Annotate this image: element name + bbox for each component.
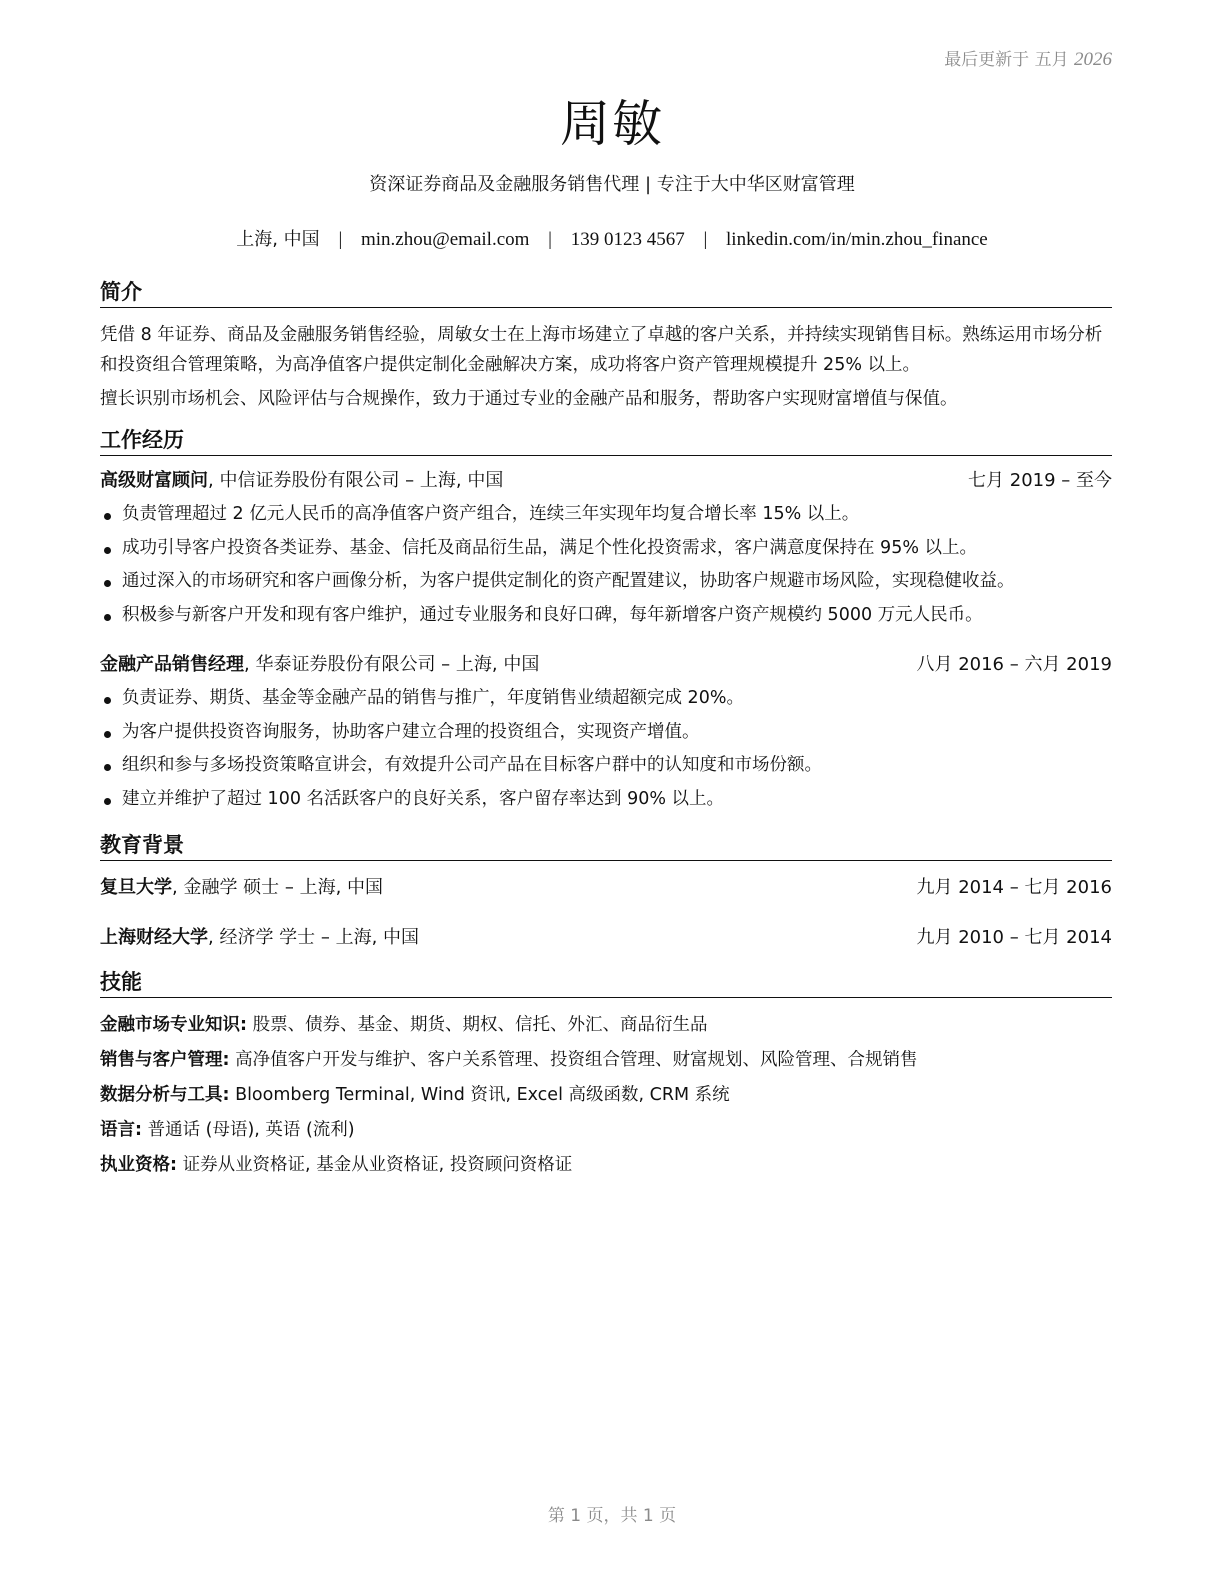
skill-label: 数据分析与工具: <box>100 1085 230 1105</box>
contact-separator: | <box>703 229 708 250</box>
headline: 资深证券商品及金融服务销售代理 | 专注于大中华区财富管理 <box>369 174 855 195</box>
skill-value: 证券从业资格证, 基金从业资格证, 投资顾问资格证 <box>177 1155 573 1175</box>
section-title-experience: 工作经历 <box>100 427 1112 456</box>
job-header <box>100 652 1112 678</box>
degree-detail: , 金融学 硕士 – 上海, 中国 <box>172 877 384 898</box>
skills-section <box>100 969 1112 1183</box>
education-entry <box>100 925 1112 951</box>
contact-separator: | <box>548 229 552 250</box>
job-bullets <box>100 498 1112 632</box>
job-dates: 七月 2019 – 至今 <box>968 470 1112 491</box>
job-bullets <box>100 682 1112 816</box>
job-bullet: 通过深入的市场研究和客户画像分析，为客户提供定制化的资产配置建议，协助客户规避市场风险，实现稳健收益。 <box>100 565 1112 599</box>
skill-row <box>100 1113 1112 1148</box>
summary-paragraph: 凭借 8 年证券、商品及金融服务销售经验，周敏女士在上海市场建立了卓越的客户关系，并持续实现销售目标。熟练运用市场分析和投资组合管理策略，为高净值客户提供定制化金融解决方案，成功将客户资产管理规模提升 25% 以上。 <box>100 325 1103 375</box>
education-section <box>100 832 1112 951</box>
job-role: 金融产品销售经理 <box>100 654 244 675</box>
job-header <box>100 468 1112 494</box>
skill-label: 执业资格: <box>100 1155 177 1175</box>
job-org: , 华泰证券股份有限公司 – 上海, 中国 <box>244 654 540 675</box>
job-bullet: 负责证券、期货、基金等金融产品的销售与推广，年度销售业绩超额完成 20%。 <box>100 682 1112 716</box>
section-title-skills: 技能 <box>100 969 1112 998</box>
last-updated-year: 2026 <box>1074 49 1112 70</box>
section-title-education: 教育背景 <box>100 832 1112 861</box>
degree-detail: , 经济学 学士 – 上海, 中国 <box>208 927 420 948</box>
education-dates: 九月 2014 – 七月 2016 <box>916 877 1112 898</box>
skill-label: 销售与客户管理: <box>100 1050 230 1070</box>
contact-phone: 139 0123 4567 <box>570 229 685 250</box>
last-updated <box>944 45 1112 71</box>
job-bullet: 组织和参与多场投资策略宣讲会，有效提升公司产品在目标客户群中的认知度和市场份额。 <box>100 749 1112 783</box>
experience-section <box>100 427 1112 816</box>
skill-row <box>100 1043 1112 1078</box>
skill-value: 股票、债券、基金、期货、期权、信托、外汇、商品衍生品 <box>247 1015 708 1035</box>
skill-label: 语言: <box>100 1120 142 1140</box>
job-org: , 中信证券股份有限公司 – 上海, 中国 <box>208 470 504 491</box>
skill-value: 高净值客户开发与维护、客户关系管理、投资组合管理、财富规划、风险管理、合规销售 <box>229 1050 918 1070</box>
skill-label: 金融市场专业知识: <box>100 1015 247 1035</box>
contact-email[interactable]: min.zhou@email.com <box>361 229 530 250</box>
skill-value: 普通话 (母语), 英语 (流利) <box>142 1120 355 1140</box>
section-title-summary: 简介 <box>100 279 1112 308</box>
school-name: 上海财经大学 <box>100 927 208 948</box>
last-updated-prefix: 最后更新于 五月 <box>944 50 1069 70</box>
contact-linkedin[interactable]: linkedin.com/in/min.zhou_finance <box>726 229 988 250</box>
job-bullet: 成功引导客户投资各类证券、基金、信托及商品衍生品，满足个性化投资需求，客户满意度保持在 95% 以上。 <box>100 532 1112 566</box>
summary-section <box>100 279 1112 414</box>
school-name: 复旦大学 <box>100 877 172 898</box>
summary-paragraph: 擅长识别市场机会、风险评估与合规操作，致力于通过专业的金融产品和服务，帮助客户实现财富增值与保值。 <box>100 389 958 409</box>
education-title-line <box>100 875 383 901</box>
contact-separator: | <box>338 229 343 250</box>
skill-row <box>100 1148 1112 1183</box>
job-title-line <box>100 468 503 494</box>
skill-row <box>100 1008 1112 1043</box>
skills-list <box>100 1008 1112 1183</box>
job-entry <box>100 468 1112 632</box>
page-number-footer: 第 1 页，共 1 页 <box>547 1506 677 1526</box>
contact-line <box>0 225 1224 251</box>
contact-location: 上海, 中国 <box>236 229 320 250</box>
job-title-line <box>100 652 539 678</box>
job-role: 高级财富顾问 <box>100 470 208 491</box>
job-dates: 八月 2016 – 六月 2019 <box>916 654 1112 675</box>
education-title-line <box>100 925 419 951</box>
education-entry <box>100 875 1112 901</box>
job-bullet: 负责管理超过 2 亿元人民币的高净值客户资产组合，连续三年实现年均复合增长率 15% 以上。 <box>100 498 1112 532</box>
job-entry <box>100 652 1112 816</box>
candidate-name: 周敏 <box>560 95 664 153</box>
education-dates: 九月 2010 – 七月 2014 <box>916 927 1112 948</box>
skill-value: Bloomberg Terminal, Wind 资讯, Excel 高级函数, CRM 系统 <box>229 1085 730 1105</box>
job-bullet: 为客户提供投资咨询服务，协助客户建立合理的投资组合，实现资产增值。 <box>100 716 1112 750</box>
skill-row <box>100 1078 1112 1113</box>
job-bullet: 积极参与新客户开发和现有客户维护，通过专业服务和良好口碑，每年新增客户资产规模约 5000 万元人民币。 <box>100 599 1112 633</box>
job-bullet: 建立并维护了超过 100 名活跃客户的良好关系，客户留存率达到 90% 以上。 <box>100 783 1112 817</box>
